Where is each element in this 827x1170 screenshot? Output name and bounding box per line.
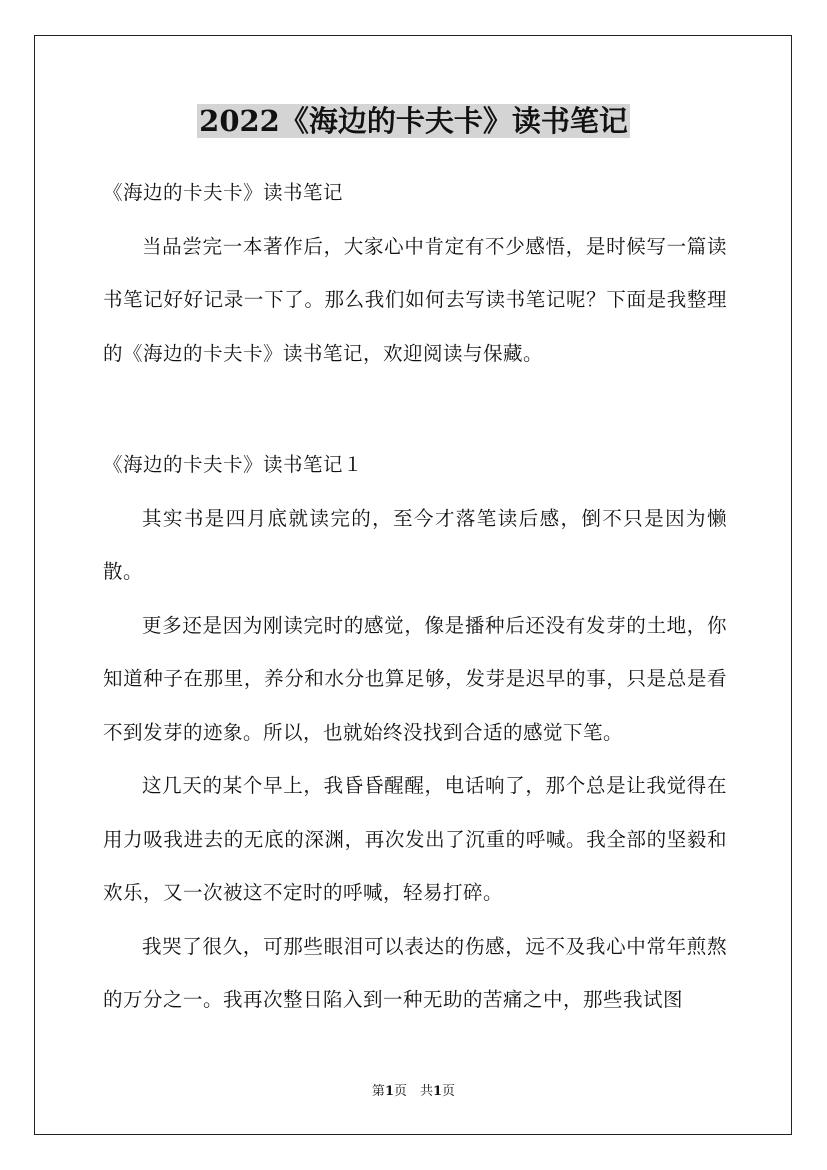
paragraph: 其实书是四月底就读完的，至今才落笔读后感，倒不只是因为懒散。: [103, 506, 727, 583]
footer-page-total: 1: [433, 1084, 443, 1099]
footer-page-suffix: 页: [442, 1084, 456, 1099]
paragraph: 我哭了很久，可那些眼泪可以表达的伤感，远不及我心中常年煎熬的万分之一。我再次整日陷入到一种无助的苦痛之中，那些我试图: [103, 934, 727, 1011]
document-title-text: 2022《海边的卡夫卡》读书笔记: [199, 104, 628, 138]
section-1: [103, 438, 727, 1027]
footer-page-prefix: 第: [371, 1084, 385, 1099]
intro-paragraph: 当品尝完一本著作后，大家心中肯定有不少感悟，是时候写一篇读书笔记好好记录一下了。那么我们如何去写读书笔记呢？下面是我整理的《海边的卡夫卡》读书笔记，欢迎阅读与保藏。: [103, 234, 727, 365]
section-1-heading: 《海边的卡夫卡》读书笔记１: [103, 453, 364, 476]
document-title: [0, 101, 827, 141]
intro-block: [103, 166, 727, 380]
intro-subtitle: 《海边的卡夫卡》读书笔记: [103, 181, 344, 204]
footer-page-mid: 页 共: [393, 1084, 433, 1099]
footer-page-current: 1: [384, 1084, 394, 1099]
paragraph: 这几天的某个早上，我昏昏醒醒，电话响了，那个总是让我觉得在用力吸我进去的无底的深渊，再次发出了沉重的呼喊。我全部的坚毅和欢乐，又一次被这不定时的呼喊，轻易打碎。: [103, 774, 727, 904]
page-footer: [0, 1083, 827, 1101]
paragraph: 更多还是因为刚读完时的感觉，像是播种后还没有发芽的土地，你知道种子在那里，养分和水分也算足够，发芽是迟早的事，只是总是看不到发芽的迹象。所以，也就始终没找到合适的感觉下笔。: [103, 613, 727, 744]
